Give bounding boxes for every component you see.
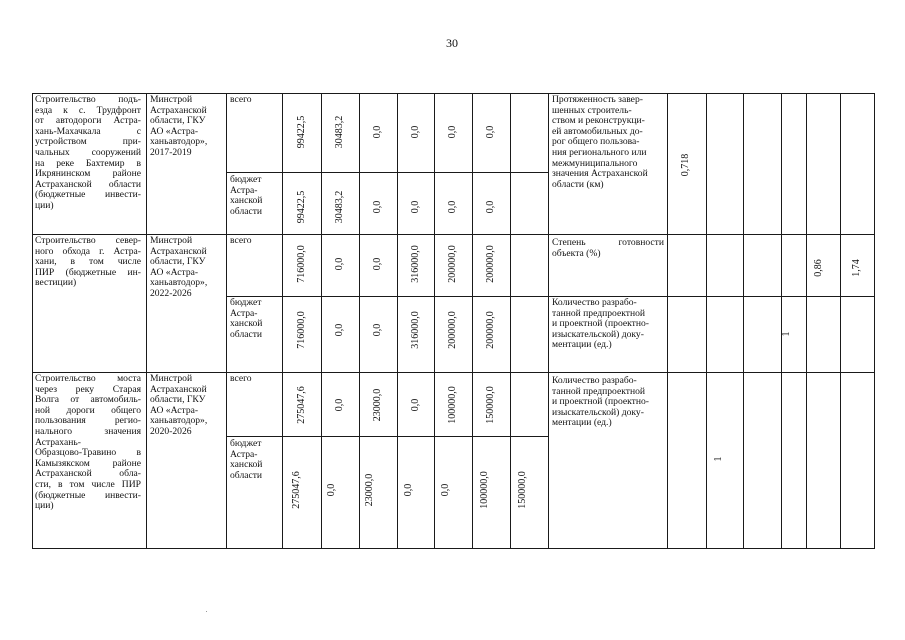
project-name-line: Камызякском районе	[35, 457, 141, 469]
table-rule	[397, 93, 398, 548]
table-rule	[226, 93, 227, 548]
project-name-line: вестиции)	[35, 277, 77, 289]
total-value: 0,0	[372, 125, 383, 139]
budget-value: 0,0	[372, 323, 383, 337]
project-name-line: через реку Старая	[35, 383, 141, 395]
project-name-line: ции)	[35, 199, 54, 211]
executor: Минстрой Астраханской области, ГКУ АО «Астра- ханьавтодор», 2020-2026	[150, 373, 208, 437]
table-rule	[472, 93, 473, 548]
project-name-line: чальных сооружений	[35, 146, 141, 158]
project-name-line: Астраханской области	[35, 178, 141, 190]
total-value: 150000,0	[485, 386, 496, 424]
project-name-line: ции)	[35, 500, 54, 512]
indicator-name	[552, 238, 664, 259]
indicator-name-line: Степень готовности	[552, 237, 664, 248]
budget-value: 0,0	[447, 200, 458, 214]
total-value: 275047,6	[295, 386, 307, 424]
budget-value: 30483,2	[334, 190, 345, 224]
table-rule	[874, 93, 875, 548]
page-number: 30	[446, 36, 458, 50]
scan-speck	[206, 611, 207, 612]
budget-value: 0,0	[485, 200, 496, 214]
project-name-line: хани, в том числе	[35, 256, 141, 268]
table-rule	[226, 172, 548, 173]
indicator-value: 1,74	[851, 259, 862, 277]
project-name-line: пользования регио-	[35, 415, 141, 427]
table-rule	[282, 93, 283, 548]
budget-value: 100000,0	[479, 471, 490, 509]
total-value: 200000,0	[447, 245, 458, 283]
budget-label: бюджет Астра- ханской области	[230, 174, 263, 217]
indicator-name: Протяженность завер- шенных строитель- ством и реконструкци- ей автомобильных до- рог общего пользова- ния регионального или межмуниципального значения Астраханской области (км)	[552, 94, 648, 190]
budget-value: 99422,5	[295, 190, 307, 224]
table-rule	[359, 93, 360, 548]
total-label: всего	[230, 373, 252, 384]
table-rule	[226, 436, 548, 437]
total-value: 0,0	[409, 125, 421, 139]
table-rule	[32, 548, 875, 549]
executor: Минстрой Астраханской области, ГКУ АО «Астра- ханьавтодор», 2022-2026	[150, 235, 208, 299]
budget-value: 0,0	[440, 483, 451, 497]
total-value: 100000,0	[447, 386, 458, 424]
budget-value: 200000,0	[447, 311, 458, 349]
table-rule	[434, 93, 435, 548]
table-rule	[321, 93, 322, 548]
total-value: 0,0	[409, 398, 421, 412]
project-name-line: от автодороги Астра-	[35, 115, 141, 127]
indicator-name: Количество разрабо- танной предпроектной и проектной (проектно- изыскательской) доку- ментации (ед.)	[552, 297, 649, 351]
total-value: 716000,0	[295, 245, 307, 283]
table-rule	[706, 93, 707, 548]
table-rule	[806, 93, 807, 548]
total-value: 23000,0	[372, 388, 383, 422]
project-name-line: устройством при-	[35, 136, 141, 148]
table-rule	[840, 93, 841, 548]
budget-value: 200000,0	[485, 311, 496, 349]
total-value: 0,0	[334, 257, 345, 271]
project-name	[35, 236, 141, 289]
indicator-value: 0,718	[680, 153, 691, 177]
project-name-line: на реке Бахтемир в	[35, 157, 141, 169]
indicator-name-line: объекта (%)	[552, 247, 601, 259]
table-rule	[667, 93, 668, 548]
project-name-line: (бюджетные инвести-	[35, 489, 141, 501]
total-value: 30483,2	[334, 115, 345, 149]
budget-value: 0,0	[403, 483, 414, 497]
project-name-line: нального значения	[35, 425, 141, 437]
table-rule	[743, 93, 744, 548]
total-value: 99422,5	[295, 115, 307, 149]
project-name-line: хань-Махачкала с	[35, 125, 141, 137]
indicator-name: Количество разрабо- танной предпроектной и проектной (проектно- изыскательской) доку- ментации (ед.)	[552, 375, 649, 429]
project-name-line: ной дороги общего	[35, 404, 141, 416]
budget-value: 716000,0	[295, 311, 307, 349]
budget-label: бюджет Астра- ханской области	[230, 297, 263, 340]
budget-value: 23000,0	[364, 473, 375, 507]
project-name-line: Икрянинском районе	[35, 168, 141, 180]
total-label: всего	[230, 235, 252, 246]
total-value: 0,0	[485, 125, 496, 139]
table-rule	[146, 93, 147, 548]
project-name-line: (бюджетные инвести-	[35, 189, 141, 201]
table-rule	[32, 93, 33, 548]
project-name	[35, 374, 141, 512]
table-rule	[226, 296, 548, 297]
table-rule	[548, 93, 549, 548]
total-value: 0,0	[334, 398, 345, 412]
total-value: 200000,0	[485, 245, 496, 283]
indicator-value: 1	[713, 456, 724, 462]
project-name-line: Строительство север-	[35, 235, 141, 246]
project-name-line: сти, в том числе ПИР	[35, 478, 141, 490]
project-name-line: ПИР (бюджетные ин-	[35, 266, 141, 278]
budget-value: 0,0	[334, 323, 345, 337]
project-name-line: Волга от автомобиль-	[35, 394, 141, 406]
budget-label: бюджет Астра- ханской области	[230, 438, 263, 481]
budget-value: 275047,6	[291, 471, 302, 509]
budget-value: 0,0	[409, 200, 421, 214]
indicator-value: 0,86	[813, 259, 824, 277]
project-name-line: Строительство подъ-	[35, 94, 141, 105]
budget-value: 150000,0	[517, 471, 528, 509]
total-value: 0,0	[372, 257, 383, 271]
budget-value: 0,0	[326, 483, 337, 497]
indicator-value: 1	[781, 331, 792, 337]
project-name-line: Строительство моста	[35, 373, 141, 384]
total-value: 316000,0	[409, 245, 421, 283]
total-value: 0,0	[447, 125, 458, 139]
executor: Минстрой Астраханской области, ГКУ АО «Астра- ханьавтодор», 2017-2019	[150, 94, 208, 158]
project-name-line: Образцово-Травино в	[35, 447, 141, 459]
project-name-line: ного обхода г. Астра-	[35, 245, 141, 257]
project-name-line: Астрахань-	[35, 436, 81, 448]
project-name-line: езда к с. Трудфронт	[35, 104, 141, 116]
total-label: всего	[230, 94, 252, 105]
project-name	[35, 95, 141, 212]
budget-value: 316000,0	[409, 311, 421, 349]
table-rule	[510, 93, 511, 548]
project-name-line: Астраханской обла-	[35, 468, 141, 480]
budget-value: 0,0	[372, 200, 383, 214]
